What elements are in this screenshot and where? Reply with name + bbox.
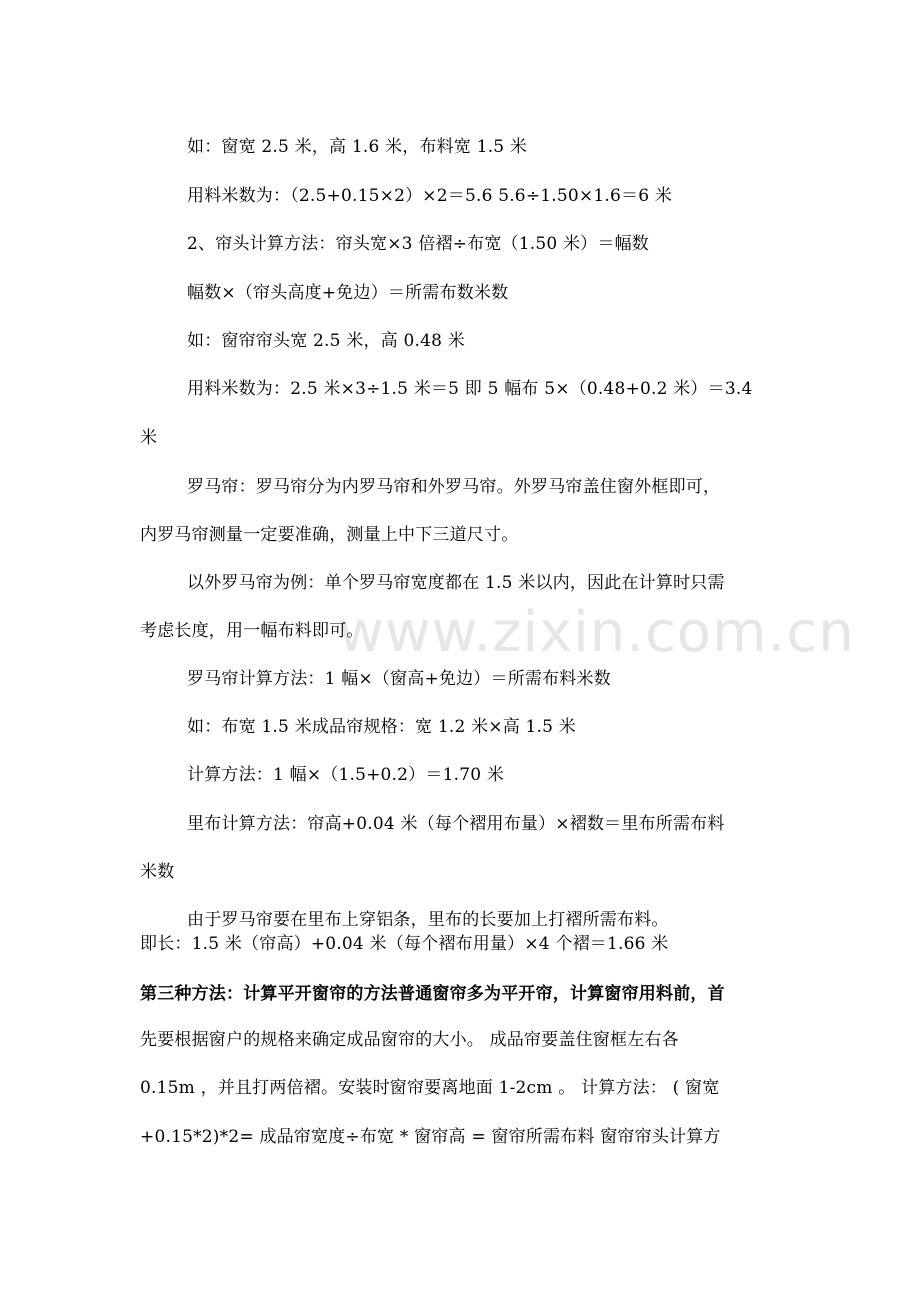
paragraph-line: 即长：1.5 米（帘高）+0.04 米（每个褶布用量）×4 个褶＝1.66 米	[140, 934, 669, 954]
paragraph-line: 以外罗马帘为例：单个罗马帘宽度都在 1.5 米以内，因此在计算时只需	[187, 573, 725, 593]
paragraph-line: 如：布宽 1.5 米成品帘规格：宽 1.2 米×高 1.5 米	[187, 717, 576, 737]
paragraph-line: 如：窗帘帘头宽 2.5 米，高 0.48 米	[187, 331, 465, 351]
paragraph-line: 由于罗马帘要在里布上穿铝条，里布的长要加上打褶所需布料。	[187, 910, 669, 930]
paragraph-line: +0.15*2)*2= 成品帘宽度÷布宽 * 窗帘高 = 窗帘所需布料 窗帘帘头计算方	[140, 1127, 721, 1147]
paragraph-line: 里布计算方法：帘高+0.04 米（每个褶用布量）×褶数＝里布所需布料	[187, 814, 725, 834]
paragraph-line: 米数	[140, 862, 175, 882]
paragraph-line: 2、帘头计算方法：帘头宽×3 倍褶÷布宽（1.50 米）＝幅数	[187, 234, 649, 254]
watermark: www.zixin.com.cn	[338, 600, 855, 665]
paragraph-line: 计算方法：1 幅×（1.5+0.2）＝1.70 米	[187, 765, 505, 785]
paragraph-line: 罗马帘：罗马帘分为内罗马帘和外罗马帘。外罗马帘盖住窗外框即可，	[187, 477, 721, 497]
paragraph-line: 罗马帘计算方法：1 幅×（窗高+免边）＝所需布料米数	[187, 669, 611, 689]
paragraph-line: 如：窗宽 2.5 米，高 1.6 米，布料宽 1.5 米	[187, 137, 528, 157]
paragraph-line: 米	[140, 428, 158, 448]
paragraph-line: 0.15m ，并且打两倍褶。安装时窗帘要离地面 1-2cm 。 计算方法： ( 窗宽	[140, 1078, 720, 1098]
paragraph-line: 先要根据窗户的规格来确定成品窗帘的大小。 成品帘要盖住窗框左右各	[140, 1030, 679, 1050]
paragraph-line: 用料米数为：（2.5+0.15×2）×2＝5.6 5.6÷1.50×1.6＝6 米	[187, 186, 673, 206]
paragraph-line: 内罗马帘测量一定要准确，测量上中下三道尺寸。	[140, 525, 519, 545]
paragraph-line: 幅数×（帘头高度+免边）＝所需布数米数	[187, 283, 509, 303]
section-heading-line: 第三种方法：计算平开窗帘的方法普通窗帘多为平开帘，计算窗帘用料前，首	[140, 984, 725, 1004]
paragraph-line: 用料米数为：2.5 米×3÷1.5 米＝5 即 5 幅布 5×（0.48+0.2 米）＝3.4	[187, 379, 753, 399]
paragraph-line: 考虑长度，用一幅布料即可。	[140, 621, 364, 641]
